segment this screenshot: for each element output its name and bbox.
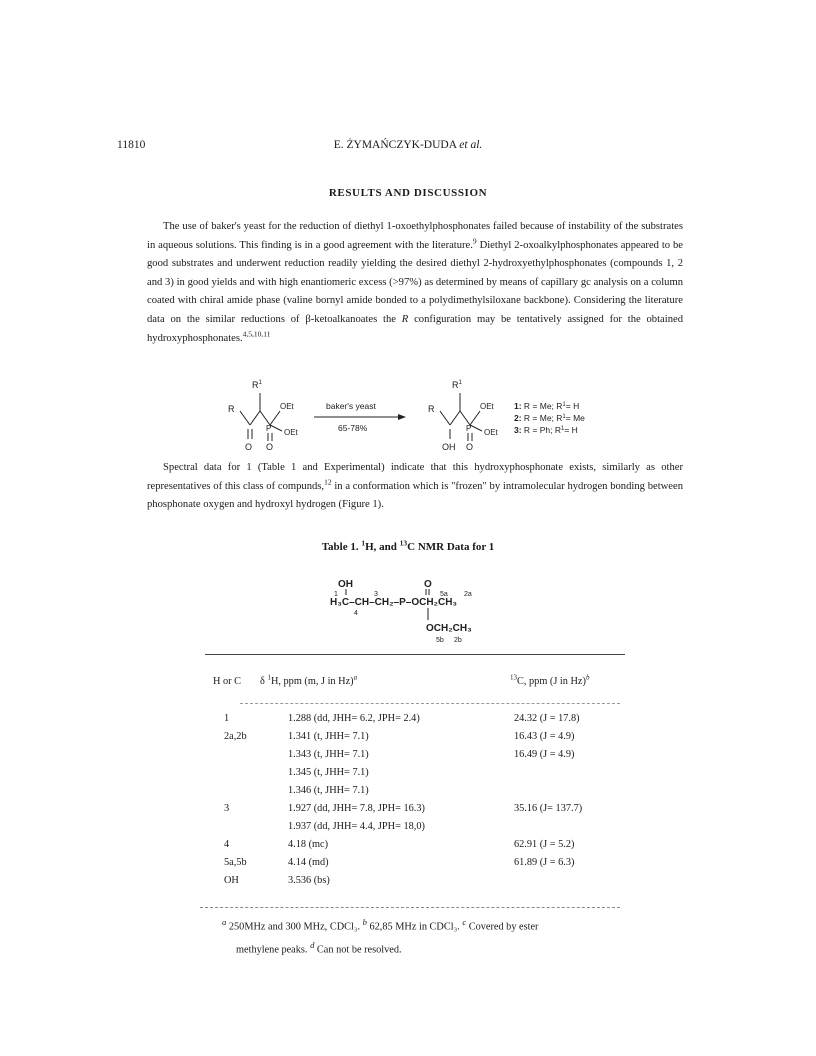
reactant-oet-2: OEt [284,428,298,437]
product-p: P [466,424,472,433]
paragraph-1 [147,218,683,348]
citation-12: 12 [324,477,332,487]
nmr-table-body [0,713,816,893]
configuration-r: R [401,313,409,325]
compound-1-label: 1: R = Me; $R^1= H$ [514,401,580,411]
table-row [0,821,816,839]
compound-2-label: 2: R = Me; $R^1= Me$ [514,413,585,423]
running-title-authors: E. ŻYMAŃCZYK-DUDA [333,139,457,151]
cell-atom: 3 [224,803,230,814]
cell-13c: 62.91 (J = 5.2) [514,839,575,850]
yield-label: 65-78% [338,423,368,433]
citation-4-5-10-11: 4,5,10,11 [242,329,271,339]
reaction-scheme [226,371,626,457]
cell-1h: 4.14 (md) [288,857,329,868]
product-r: R [428,404,435,414]
structure-n5a: 5a [440,591,448,598]
table-caption: Table 1. $^1$H, and $^{13}$C NMR Data for 1 [321,538,495,553]
cell-atom: 1 [224,713,230,724]
structure-o: O [424,579,432,590]
reactant-r: R [228,404,235,414]
table-row [0,731,816,749]
table-row [0,857,816,875]
page-number: 11810 [117,139,146,151]
paragraph-1-text: The use of baker's yeast for the reduction of diethyl 1-oxoethylphosphonates failed because of instability of the substrates in aqueous solutions. This finding is in a good agreement with the literature. [147,221,683,251]
cell-1h: 1.937 (dd, JHH= 4.4, JPH= 18,0) [288,821,425,832]
table-rule-footer [200,907,620,908]
reactant-p: P [266,424,272,433]
paragraph-1-text-b: Diethyl 2-oxoalkylphosphonates appeared to be good substrates and underwent reduction readily yielding the desired diethyl 2-hydroxyethylphosphonates (compounds 1, 2 and 3) in good yields and with high enantiomeric excess (>97%) as determined by means of capillary gc analysis on a column coated with chiral amide phase (valine bornyl amide bonded to a polydimethylsiloxane backbone). Considering the literature data on the similar reductions of β-ketoalkanoates the [147,239,683,325]
cell-1h: 1.343 (t, JHH= 7.1) [288,749,369,760]
cell-1h: 1.345 (t, JHH= 7.1) [288,767,369,778]
col-header-13c: $^{13}$C, ppm (J in Hz)$^b$ [510,673,590,687]
table-row [0,785,816,803]
structure-n1: 1 [334,591,338,598]
cell-13c: 24.32 (J = 17.8) [514,713,580,724]
cell-1h: 1.341 (t, JHH= 7.1) [288,731,369,742]
structure-n2b: 2b [454,637,462,644]
compound-3-label: 3: R = Ph; $R^1= H$ [514,425,578,435]
paragraph-1-text-c: configuration may be tentatively assigned for the obtained hydroxyphosphonates. [147,313,683,344]
table-row [0,803,816,821]
table-rule-top [205,654,625,655]
product-phosphoryl-o: O [466,442,474,452]
reagent-label: baker's yeast [326,401,376,411]
cell-atom: 5a,5b [224,857,247,868]
product-oet-1: OEt [480,402,494,411]
table-row [0,875,816,893]
cell-13c: 16.49 (J = 4.9) [514,749,575,760]
cell-13c: 35.16 (J= 137.7) [514,803,583,814]
reactant-r1: $R^1$ [252,380,262,390]
structure-n5b: 5b [436,637,444,644]
structure-n2a: 2a [464,591,472,598]
reactant-ketone-o: O [245,442,253,452]
cell-atom: OH [224,875,239,886]
product-oet-2: OEt [484,428,498,437]
table-row [0,749,816,767]
cell-atom: 4 [224,839,230,850]
structure-main-chain: H₃C–CH–CH₂–P–OCH₂CH₃ [330,597,458,608]
citation-9: 9 [472,236,477,246]
cell-1h: 1.927 (dd, JHH= 7.8, JPH= 16.3) [288,803,425,814]
cell-1h: 4.18 (mc) [288,839,329,850]
table-rule-header [240,703,620,704]
table-row [0,767,816,785]
paragraph-2 [147,459,683,515]
cell-1h: 3.536 (bs) [288,875,330,886]
col-header-1h: δ $^1$H, ppm (m, J in Hz)$^a$ [260,673,358,687]
table-row [0,839,816,857]
cell-1h: 1.346 (t, JHH= 7.1) [288,785,369,796]
table-row [0,713,816,731]
paragraph-2-text-b: in a conformation which is "frozen" by intramolecular hydrogen bonding between phosphonate oxygen and hydroxyl hydrogen (Figure 1). [147,480,683,511]
running-title-et-al: et al. [459,139,483,151]
reaction-arrow-head [398,414,406,420]
product-r1: $R^1$ [452,380,462,390]
cell-atom: 2a,2b [224,731,247,742]
cell-13c: 61.89 (J = 6.3) [514,857,575,868]
compound-1-structure [330,575,510,655]
reactant-phosphoryl-o: O [266,442,274,452]
col-header-atom: H or C [213,676,242,687]
reactant-oet-1: OEt [280,402,294,411]
cell-1h: 1.288 (dd, JHH= 6.2, JPH= 2.4) [288,713,420,724]
paragraph-2-text: Spectral data for 1 (Table 1 and Experimental) indicate that this hydroxyphosphonate exists, similarly as other representatives of this class of compunds, [147,462,683,492]
section-heading: RESULTS AND DISCUSSION [328,187,488,199]
table-footnotes: $^a$ 250MHz and 300 MHz, CDCl₃. $^b$ 62,85 MHz in CDCl₃. $^c$ Covered by ester methylene peaks. $^d$ Can not be resolved. [222,917,539,956]
structure-n4: 4 [354,610,358,617]
structure-oh: OH [338,579,353,590]
cell-13c: 16.43 (J = 4.9) [514,731,575,742]
product-oh: OH [442,442,456,452]
running-title [0,139,816,151]
structure-ester: OCH₂CH₃ [426,623,472,634]
structure-n3: 3 [374,591,378,598]
